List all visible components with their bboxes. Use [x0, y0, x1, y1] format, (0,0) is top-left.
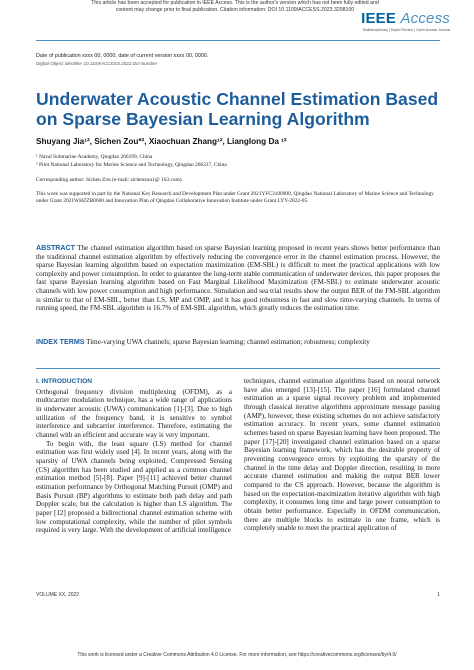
- intro-paragraph-1: Orthogonal frequency division multiplexing (OFDM), as a multicarrier modulation technique, has a wide range of applications in underwater acoustic (UWA) communication [1]-[3]. Due to high utilization of the frequency band, it is sensitive to symbol interference and subcarrier interference. Therefore, estimating the channel with an efficient and accurate way is very important.: [36, 387, 232, 439]
- funding-statement: This work was supported in part by the National Key Research and Development Plan under Grant 2021YFC3100900, Qingdao National Laboratory of Marine Science and Technology under Grant 2021WHZZB0600 and Innovation Plan of Qingdao Collaborative Innovation Institute under Grant LYY-2022-05.: [36, 191, 434, 204]
- affiliation-2: ² Pilot National Laboratory for Marine Science and Technology, Qingdao 266237, China: [36, 162, 227, 168]
- section-heading: I. INTRODUCTION: [36, 378, 93, 385]
- brand-tagline: Multidisciplinary | Rapid Review | Open Access Journal: [362, 28, 450, 32]
- brand-name: IEEE: [361, 10, 397, 27]
- header-rule: [36, 40, 440, 41]
- notice-line-1: This article has been accepted for publication in IEEE Access. This is the author's version which has not been fully edited and: [91, 0, 379, 6]
- abstract-text: The channel estimation algorithm based on sparse Bayesian learning proposed in recent years shows better performance than the traditional channel estimation algorithm by effectively reducing the convergence error in the channel estimation process. However, the sparse Bayesian learning algorithm based on expectation maximization (EM-SBL) is difficult to meet the practical applications with low complexity and power consumption. In order to guarantee the long-term stable communication of underwater devices, this paper proposes the fast sparse Bayesian learning algorithm based on Fast Marginal Likelihood Maximization (FM-SBL) to estimate underwater acoustic channels with low power consumption and high performance. Simulation and sea trial results show the output BER of the FM-SBL algorithm is similar to that of EM-SBL, better than LS, MP and OMP, and it has good robustness in fast and slow time-varying channels. In terms of running speed, the FM-SBL algorithm is 16.7% of EM-SBL algorithm, which greatly reduces the estimation time.: [36, 244, 440, 313]
- affiliation-1: ¹ Naval Submarine Academy, Qingdao 266199, China: [36, 154, 153, 160]
- doi-line: Digital Object Identifier 10.1109/ACCESS.2022.Doi Number: [36, 61, 158, 66]
- index-terms-text: Time-varying UWA channels; sparse Bayesian learning; channel estimation; robustness; complexity: [84, 338, 370, 346]
- abstract-label: ABSTRACT: [36, 244, 76, 252]
- notice-line-2: content may change prior to final publication. Citation information: DOI 10.1109/ACCESS.2023.3298100: [115, 7, 355, 13]
- author-list: Shuyang Jia¹², Sichen Zou*², Xiaochuan Zhang¹², Lianglong Da ¹²: [36, 137, 287, 146]
- publication-dates: Date of publication xxxx 00, 0000, date of current version xxxx 00, 0000.: [36, 53, 209, 59]
- left-column: [36, 378, 232, 535]
- brand-name-2: Access: [400, 10, 450, 27]
- index-terms: [36, 338, 440, 347]
- index-terms-label: INDEX TERMS: [36, 338, 85, 346]
- publication-notice: [60, 0, 410, 14]
- volume-label: VOLUME XX, 2022: [36, 592, 80, 598]
- right-column: [244, 377, 440, 533]
- page-number: 1: [437, 592, 440, 598]
- intro-paragraph-3: techniques, channel estimation algorithms based on neural network have also emerged [13]-[15]. The paper [16] formulated channel estimation as a sparse signal recovery problem and implemented through classical iterative algorithms approximate message passing (AMP), however, these existing schemes do not achieve satisfactory estimation accuracy. In recent years, some channel estimation schemes based on sparse Bayesian learning have been proposed. The paper [17]-[20] investigated channel estimation based on a sparse Bayesian learning framework, which has the desirable property of preventing convergence errors by exploiting the sparsity of the channel in the time delay and Doppler direction, resulting in more accurate channel estimation and making the output BER lower compared to the CS approach. However, because the algorithm is based on the expectation-maximization iterative algorithm with high complexity, it consumes long time and large power consumption to obtain better performance. Especially in OFDM communication, there are multiple blocks to estimate in one frame, which is completely unable to meet the practical application of: [244, 377, 440, 533]
- corresponding-author: Corresponding author: Sichen Zou (e-mail: sichenzou1@ 163.com).: [36, 177, 183, 183]
- paper-title: Underwater Acoustic Channel Estimation Based on Sparse Bayesian Learning Algorithm: [36, 89, 439, 129]
- section-rule: [36, 368, 440, 369]
- license-notice: This work is licensed under a Creative Commons Attribution 4.0 License. For more information, see https://creativecommons.org/licenses/by/4.0/: [77, 652, 397, 658]
- intro-paragraph-2: To begin with, the least square (LS) method for channel estimation was first widely used [4]. In recent years, along with the sparsity of UWA channels being exploited, Compressed Sensing (CS) algorithm has been studied and applied as a common channel estimation method [5]-[8]. Paper [9]-[11] achieved better channel estimation performance by Orthogonal Matching Pursuit (OMP) and Basis Pursuit (BP) algorithms to estimate both path delay and path Doppler scale, but the calculation is higher than LS algorithm. The paper [12] proposed a bidirectional channel estimation scheme with low computational complexity, while the number of pilot symbols required is very large. With the development of artificial intelligence: [36, 439, 232, 535]
- abstract: [36, 244, 440, 313]
- ieee-access-logo: [361, 10, 450, 32]
